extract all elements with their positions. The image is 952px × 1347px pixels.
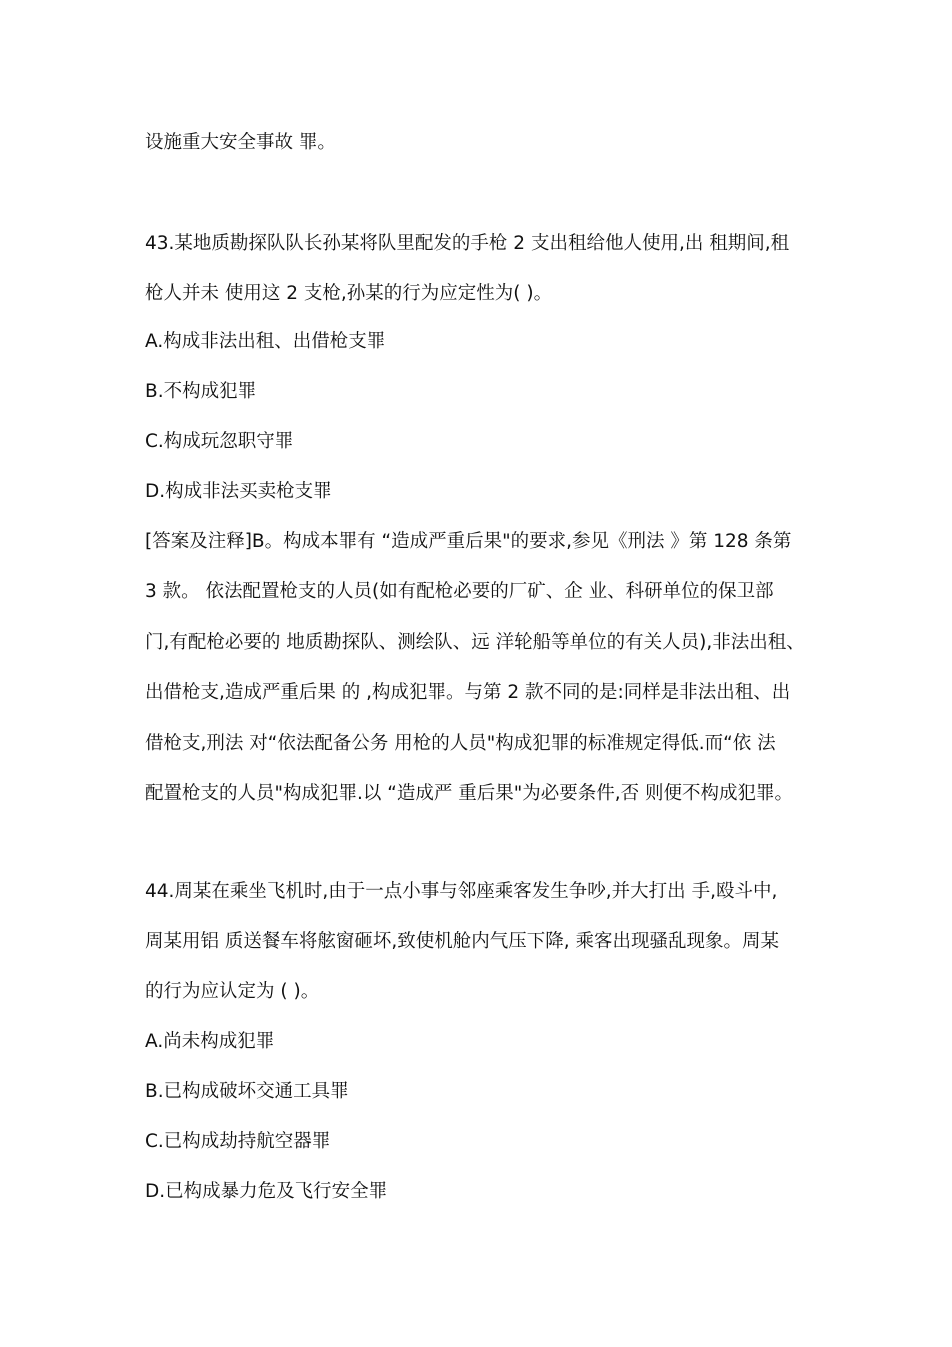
q43-option-d: D.构成非法买卖枪支罪 <box>145 481 332 502</box>
q44-option-a: A.尚未构成犯罪 <box>145 1031 275 1052</box>
q43-answer-line-6: 配置枪支的人员"构成犯罪.以 “造成严 重后果"为必要条件,否 则便不构成犯罪。 <box>145 783 794 804</box>
q43-answer-line-4: 出借枪支,造成严重后果 的 ,构成犯罪。与第 2 款不同的是:同样是非法出租、出 <box>145 682 791 703</box>
q43-stem-line-1: 43.某地质勘探队队长孙某将队里配发的手枪 2 支出租给他人使用,出 租期间,租 <box>145 233 790 254</box>
q44-stem-line-1: 44.周某在乘坐飞机时,由于一点小事与邻座乘客发生争吵,并大打出 手,殴斗中, <box>145 881 778 902</box>
q43-answer-line-2: 3 款。 依法配置枪支的人员(如有配枪必要的厂矿、企 业、科研单位的保卫部 <box>145 581 774 602</box>
q43-option-a: A.构成非法出租、出借枪支罪 <box>145 331 386 352</box>
q44-option-b: B.已构成破坏交通工具罪 <box>145 1081 349 1102</box>
q43-answer-line-5: 借枪支,刑法 对“依法配备公务 用枪的人员"构成犯罪的标准规定得低.而“依 法 <box>145 733 776 754</box>
q43-answer-line-1: [答案及注释]B。构成本罪有 “造成严重后果"的要求,参见《刑法 》第 128 条第 <box>145 531 792 552</box>
q44-option-c: C.已构成劫持航空器罪 <box>145 1131 331 1152</box>
q44-stem-line-2: 周某用铝 质送餐车将舷窗砸坏,致使机舱内气压下降, 乘客出现骚乱现象。周某 <box>145 931 780 952</box>
q43-option-c: C.构成玩忽职守罪 <box>145 431 294 452</box>
q44-option-d: D.已构成暴力危及飞行安全罪 <box>145 1181 388 1202</box>
q44-stem-line-3: 的行为应认定为 ( )。 <box>145 981 320 1002</box>
intro-line: 设施重大安全事故 罪。 <box>145 132 336 153</box>
q43-option-b: B.不构成犯罪 <box>145 381 257 402</box>
q43-answer-line-3: 门,有配枪必要的 地质勘探队、测绘队、远 洋轮船等单位的有关人员),非法出租、 <box>145 632 805 653</box>
q43-stem-line-2: 枪人并未 使用这 2 支枪,孙某的行为应定性为( )。 <box>145 283 553 304</box>
